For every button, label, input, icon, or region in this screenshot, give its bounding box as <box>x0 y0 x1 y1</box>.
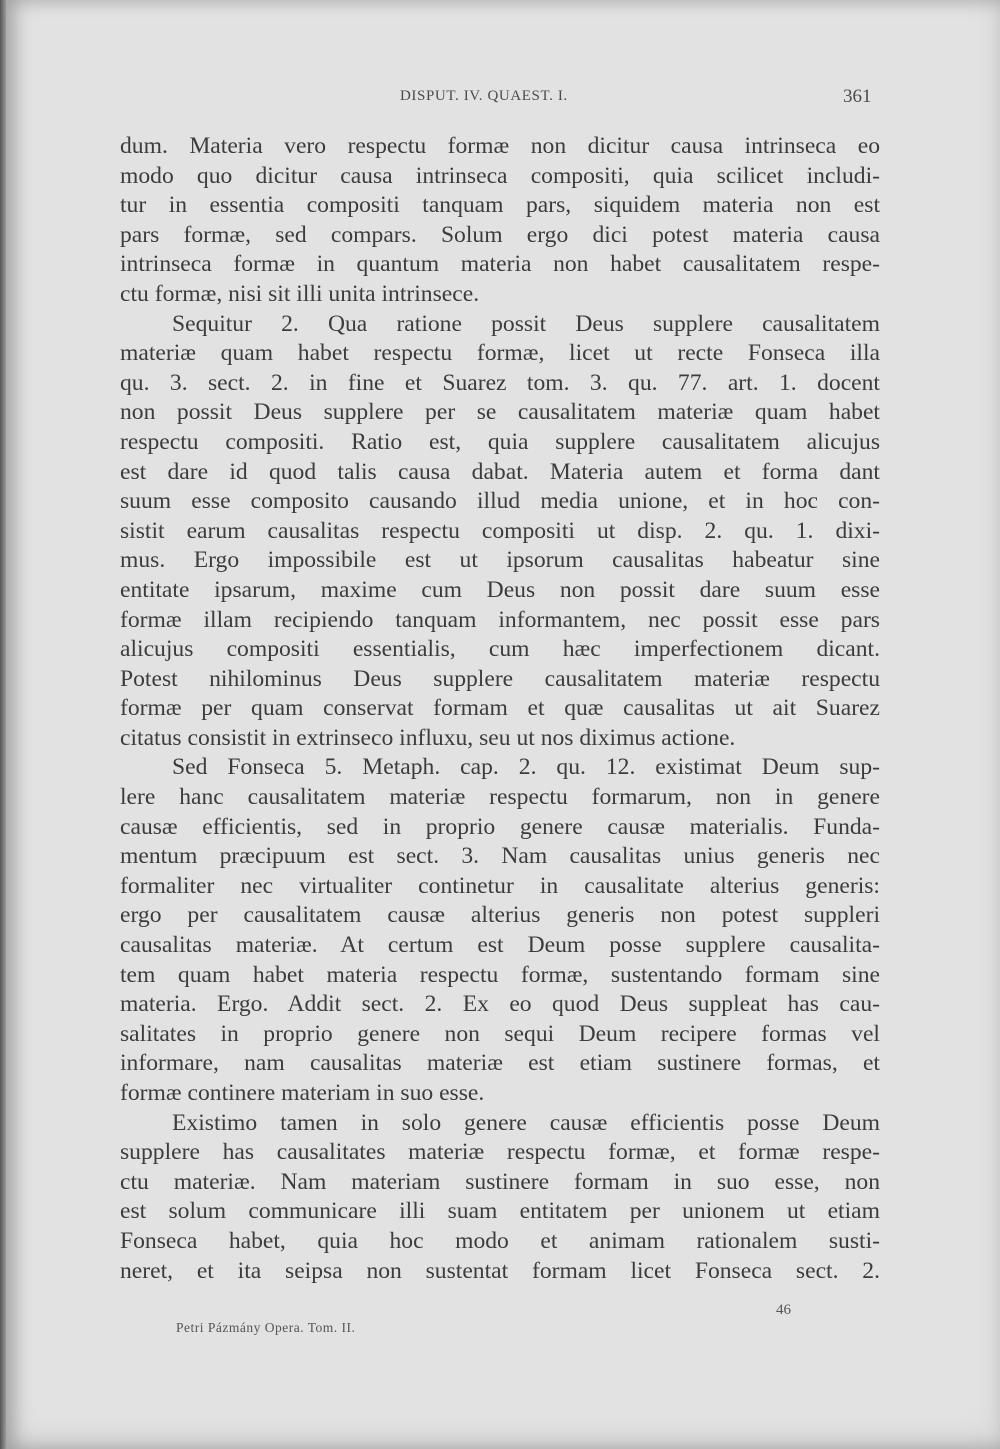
text-line: formæ continere materiam in suo esse. <box>120 1080 485 1106</box>
text-line: ctu materiæ. Nam materiam sustinere formam in suo esse, non <box>120 1168 880 1195</box>
text-line: supplere has causalitates materiæ respectu formæ, et formæ respe- <box>120 1139 880 1166</box>
text-line: Potest nihilominus Deus supplere causalitatem materiæ respectu <box>120 665 880 692</box>
text-line: est dare id quod talis causa dabat. Materia autem et forma dant <box>120 458 880 485</box>
text-line: est solum communicare illi suam entitatem per unionem ut etiam <box>120 1198 880 1225</box>
page-header <box>0 88 1000 112</box>
signature-mark: 46 <box>776 1302 791 1318</box>
text-line: Sed Fonseca 5. Metaph. cap. 2. qu. 12. existimat Deum sup- <box>172 754 880 781</box>
text-line: Existimo tamen in solo genere causæ efficientis posse Deum <box>172 1109 880 1136</box>
text-line: citatus consistit in extrinseco influxu, seu ut nos diximus actione. <box>120 724 736 751</box>
text-line: suum esse composito causando illud media unione, et in hoc con- <box>120 488 880 515</box>
text-line: mus. Ergo impossibile est ut ipsorum causalitas habeatur sine <box>120 547 880 574</box>
text-line: qu. 3. sect. 2. in fine et Suarez tom. 3. qu. 77. art. 1. docent <box>120 369 880 396</box>
text-line: non possit Deus supplere per se causalitatem materiæ quam habet <box>120 399 880 426</box>
body-text <box>120 132 880 1286</box>
text-line: informare, nam causalitas materiæ est etiam sustinere formas, et <box>120 1050 880 1077</box>
footer-imprint: Petri Pázmány Opera. Tom. II. <box>176 1320 356 1335</box>
text-line: ergo per causalitatem causæ alterius generis non potest suppleri <box>120 902 880 929</box>
text-line: formæ per quam conservat formam et quæ causalitas ut ait Suarez <box>120 695 880 722</box>
text-line: Fonseca habet, quia hoc modo et animam rationalem susti- <box>120 1227 880 1254</box>
text-line: dum. Materia vero respectu formæ non dicitur causa intrinseca eo <box>120 133 880 159</box>
text-line: intrinseca formæ in quantum materia non habet causalitatem respe- <box>120 251 880 278</box>
page-number: 361 <box>843 86 872 107</box>
text-line: Sequitur 2. Qua ratione possit Deus supplere causalitatem <box>172 310 880 337</box>
text-line: materiæ quam habet respectu formæ, licet ut recte Fonseca illa <box>120 340 880 367</box>
running-title: DISPUT. IV. QUAEST. I. <box>400 88 568 104</box>
text-line: alicujus compositi essentialis, cum hæc imperfectionem dicant. <box>120 636 880 663</box>
text-line: salitates in proprio genere non sequi Deum recipere formas vel <box>120 1020 880 1047</box>
text-line: tem quam habet materia respectu formæ, sustentando formam sine <box>120 961 880 988</box>
text-line: mentum præcipuum est sect. 3. Nam causalitas unius generis nec <box>120 843 880 870</box>
text-line: tur in essentia compositi tanquam pars, siquidem materia non est <box>120 192 880 219</box>
text-line: ctu formæ, nisi sit illi unita intrinsece. <box>120 280 480 307</box>
text-line: formaliter nec virtualiter continetur in causalitate alterius generis: <box>120 872 880 899</box>
text-line: lere hanc causalitatem materiæ respectu formarum, non in genere <box>120 784 880 811</box>
text-line: causæ efficientis, sed in proprio genere causæ materialis. Funda- <box>120 813 880 840</box>
text-line: causalitas materiæ. At certum est Deum posse supplere causalita- <box>120 932 880 959</box>
text-line: neret, et ita seipsa non sustentat formam licet Fonseca sect. 2. <box>120 1257 880 1284</box>
text-line: respectu compositi. Ratio est, quia supplere causalitatem alicujus <box>120 428 880 455</box>
text-line: entitate ipsarum, maxime cum Deus non possit dare suum esse <box>120 576 880 603</box>
text-line: formæ illam recipiendo tanquam informantem, nec possit esse pars <box>120 606 880 633</box>
text-line: materia. Ergo. Addit sect. 2. Ex eo quod Deus suppleat has cau- <box>120 991 880 1018</box>
text-line: pars formæ, sed compars. Solum ergo dici potest materia causa <box>120 221 880 248</box>
text-line: sistit earum causalitas respectu compositi ut disp. 2. qu. 1. dixi- <box>120 517 880 544</box>
text-line: modo quo dicitur causa intrinseca compositi, quia scilicet includi- <box>120 162 880 189</box>
